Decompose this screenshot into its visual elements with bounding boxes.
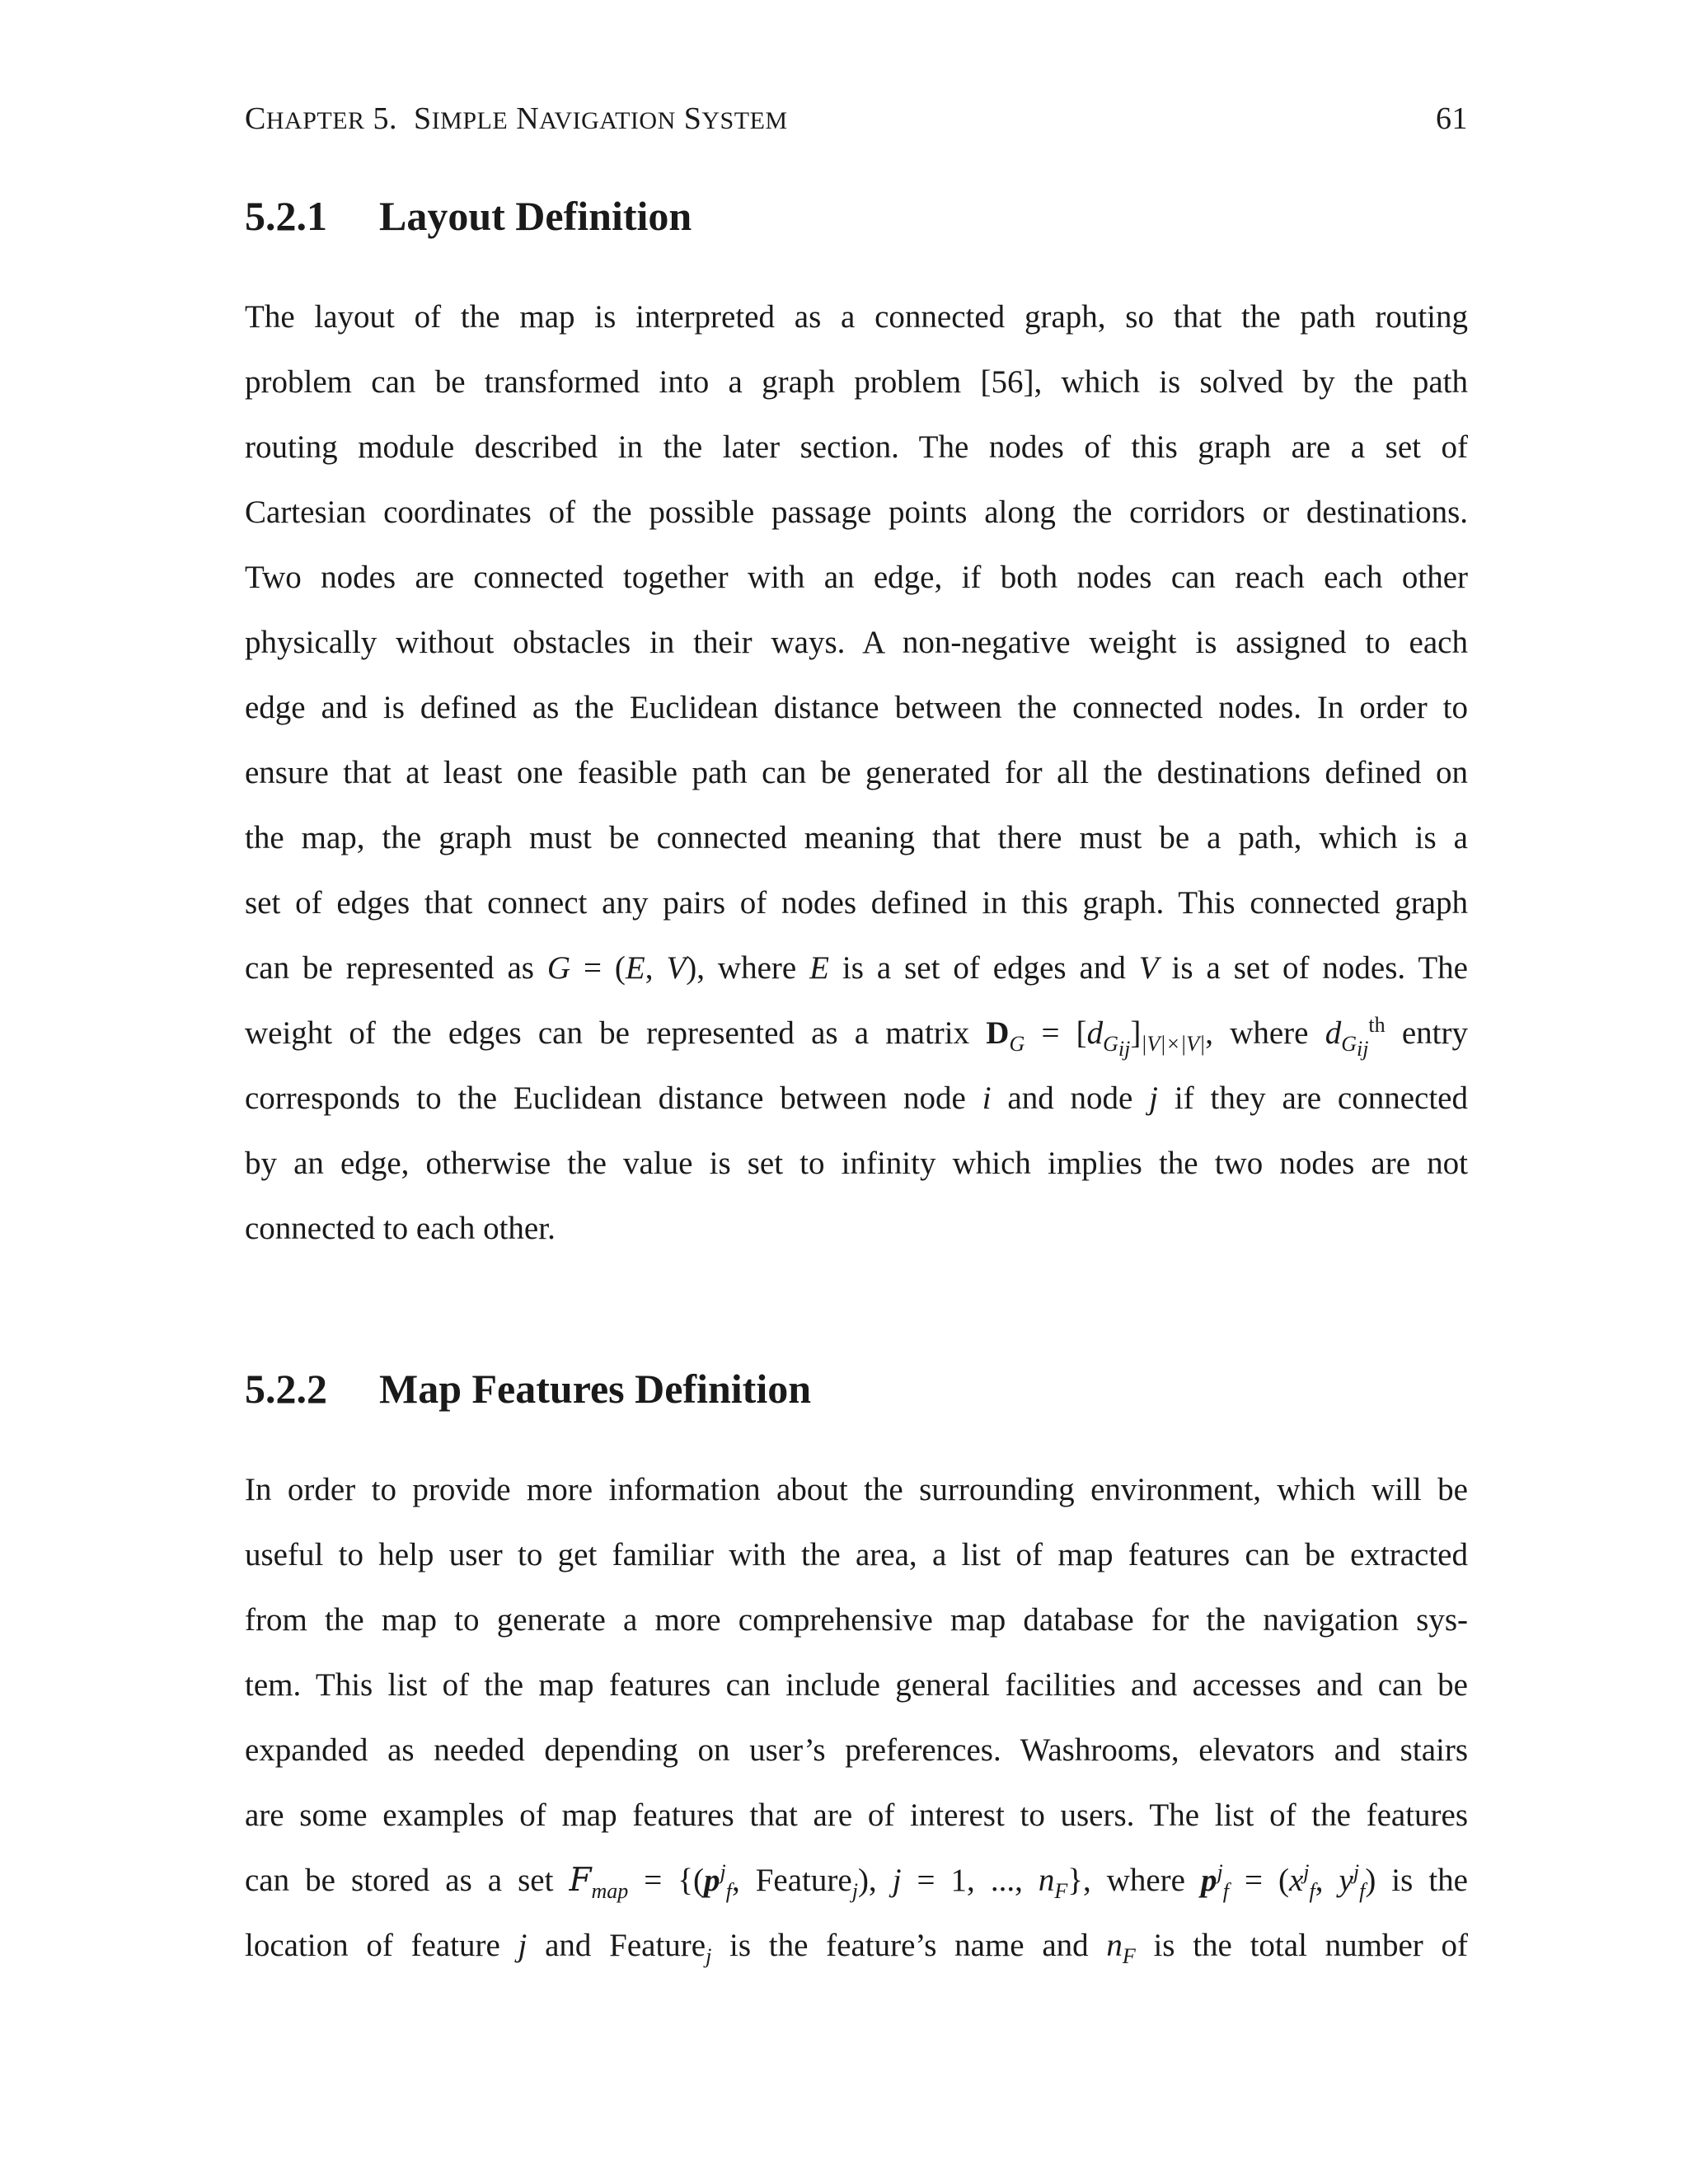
math-var: V bbox=[1138, 950, 1159, 986]
math-subscript: f bbox=[725, 1878, 732, 1903]
text-line: ensure that at least one feasible path can be generated for all the destinations defined on bbox=[245, 755, 1468, 790]
text-line-matrix-def bbox=[245, 1001, 1468, 1066]
math-subscript bbox=[1103, 1031, 1131, 1061]
text: is the total number of bbox=[1135, 1928, 1468, 1963]
math-subscript: f bbox=[1222, 1878, 1229, 1903]
section-heading-layout bbox=[245, 191, 692, 241]
text: and Feature bbox=[527, 1928, 706, 1963]
math-subscript-text: G bbox=[1341, 1031, 1357, 1056]
math-var: E bbox=[625, 950, 645, 986]
chapter-label-rest: HAPTER bbox=[265, 107, 365, 134]
text-line bbox=[245, 1913, 1468, 1978]
chapter-number: 5. bbox=[373, 101, 398, 136]
text: = ( bbox=[570, 950, 626, 986]
math-superscript: j bbox=[1353, 1860, 1360, 1884]
math-subscript: G bbox=[1009, 1031, 1025, 1056]
text-line: edge and is defined as the Euclidean distance between the connected nodes. In order to bbox=[245, 690, 1468, 725]
math-subscript: F bbox=[1122, 1943, 1136, 1968]
math-subscript: f bbox=[1359, 1878, 1366, 1903]
math-var: d bbox=[1086, 1015, 1104, 1051]
text-line: problem can be transformed into a graph problem [56], which is solved by the path bbox=[245, 364, 1468, 400]
section-title: Layout Definition bbox=[379, 193, 692, 239]
text-line: tem. This list of the map features can include general facilities and accesses and can be bbox=[245, 1667, 1468, 1703]
text: , bbox=[645, 950, 667, 986]
paragraph-map-features bbox=[245, 1457, 1468, 1978]
text: weight of the edges can be represented as a matrix bbox=[245, 1015, 987, 1051]
text-line: from the map to generate a more comprehensive map database for the navigation sys- bbox=[245, 1602, 1468, 1638]
math-var: V bbox=[666, 950, 687, 986]
text: entry bbox=[1385, 1015, 1468, 1051]
math-subsubscript: ij bbox=[1118, 1036, 1131, 1061]
text: = {( bbox=[628, 1863, 705, 1898]
text: }, where bbox=[1067, 1863, 1201, 1898]
math-var: G bbox=[546, 950, 571, 986]
math-var: j bbox=[518, 1928, 528, 1963]
math-var: j bbox=[1149, 1080, 1159, 1116]
text-line-graph-def bbox=[245, 935, 1468, 1001]
text: and node bbox=[991, 1080, 1150, 1116]
math-subscript: j bbox=[851, 1878, 858, 1903]
text: = ( bbox=[1228, 1863, 1289, 1898]
text-line: connected to each other. bbox=[245, 1211, 556, 1246]
math-var: n bbox=[1038, 1863, 1055, 1898]
text: = [ bbox=[1025, 1015, 1087, 1051]
math-superscript: j bbox=[720, 1860, 726, 1884]
math-subscript: j bbox=[706, 1943, 712, 1968]
text: ) is the bbox=[1365, 1863, 1468, 1898]
text: can be stored as a set bbox=[245, 1863, 570, 1898]
title-word-rest: YSTEM bbox=[701, 107, 788, 134]
title-word-rest: IMPLE bbox=[431, 107, 509, 134]
text: ] bbox=[1130, 1015, 1142, 1051]
math-var: i bbox=[982, 1080, 992, 1116]
math-superscript: j bbox=[1303, 1860, 1310, 1884]
text-line: by an edge, otherwise the value is set to infinity which implies the two nodes are not bbox=[245, 1146, 1468, 1181]
title-word-cap: N bbox=[516, 101, 540, 136]
math-subscript-text: G bbox=[1103, 1031, 1118, 1056]
text-line: are some examples of map features that are of interest to users. The list of the features bbox=[245, 1797, 1468, 1833]
math-superscript: j bbox=[1217, 1860, 1223, 1884]
math-var: x bbox=[1288, 1863, 1304, 1898]
text: is the feature’s name and bbox=[711, 1928, 1107, 1963]
text: location of feature bbox=[245, 1928, 518, 1963]
superscript: th bbox=[1368, 1013, 1386, 1037]
math-var: d bbox=[1325, 1015, 1342, 1051]
text: can be represented as bbox=[245, 950, 547, 986]
math-vector: p bbox=[704, 1863, 720, 1898]
text-line: Cartesian coordinates of the possible passage points along the corridors or destinations. bbox=[245, 494, 1468, 530]
text: ), where bbox=[686, 950, 810, 986]
math-subscript: |V|×|V| bbox=[1141, 1031, 1206, 1056]
text: is a set of edges and bbox=[828, 950, 1139, 986]
title-word-cap: S bbox=[414, 101, 432, 136]
text-line-feature-set bbox=[245, 1848, 1468, 1913]
math-matrix: D bbox=[986, 1015, 1010, 1051]
title-word-rest: AVIGATION bbox=[539, 107, 676, 134]
title-word-cap: S bbox=[683, 101, 702, 136]
math-subscript: map bbox=[591, 1878, 629, 1903]
text-line: The layout of the map is interpreted as a connected graph, so that the path routing bbox=[245, 299, 1468, 335]
section-number: 5.2.1 bbox=[245, 193, 327, 239]
text-line: physically without obstacles in their ways. A non-negative weight is assigned to each bbox=[245, 625, 1468, 660]
math-subsubscript: ij bbox=[1356, 1036, 1369, 1061]
math-vector: p bbox=[1201, 1863, 1217, 1898]
text-line: Two nodes are connected together with an edge, if both nodes can reach each other bbox=[245, 560, 1468, 595]
text-line: routing module described in the later section. The nodes of this graph are a set of bbox=[245, 429, 1468, 465]
math-var: n bbox=[1106, 1928, 1123, 1963]
page-number: 61 bbox=[1436, 101, 1468, 136]
text-line: set of edges that connect any pairs of nodes defined in this graph. This connected graph bbox=[245, 885, 1468, 921]
math-subscript: f bbox=[1309, 1878, 1315, 1903]
text: corresponds to the Euclidean distance between node bbox=[245, 1080, 982, 1116]
running-head bbox=[245, 101, 1468, 142]
text: if they are connected bbox=[1158, 1080, 1468, 1116]
math-var: y bbox=[1339, 1863, 1353, 1898]
math-var: j bbox=[892, 1863, 902, 1898]
text: is a set of nodes. The bbox=[1158, 950, 1468, 986]
chapter-label-cap: C bbox=[245, 101, 266, 136]
section-number: 5.2.2 bbox=[245, 1366, 327, 1412]
text-line: useful to help user to get familiar with the area, a list of map features can be extracted bbox=[245, 1537, 1468, 1572]
paragraph-layout-definition bbox=[245, 284, 1468, 1261]
math-script-var: F bbox=[569, 1862, 592, 1899]
text: , where bbox=[1205, 1015, 1325, 1051]
chapter-title bbox=[245, 101, 788, 137]
text-line: In order to provide more information about the surrounding environment, which will be bbox=[245, 1472, 1468, 1507]
text-line: expanded as needed depending on user’s preferences. Washrooms, elevators and stairs bbox=[245, 1732, 1468, 1768]
section-title: Map Features Definition bbox=[379, 1366, 812, 1412]
text: = 1, ..., bbox=[901, 1863, 1039, 1898]
text-line bbox=[245, 1066, 1468, 1131]
math-var: E bbox=[809, 950, 829, 986]
math-subscript: F bbox=[1054, 1878, 1068, 1903]
text: , Feature bbox=[731, 1863, 852, 1898]
section-heading-map-features bbox=[245, 1364, 811, 1413]
math-subscript bbox=[1341, 1031, 1369, 1061]
text: ), bbox=[857, 1863, 893, 1898]
text: , bbox=[1315, 1863, 1339, 1898]
text-line: the map, the graph must be connected meaning that there must be a path, which is a bbox=[245, 820, 1468, 855]
